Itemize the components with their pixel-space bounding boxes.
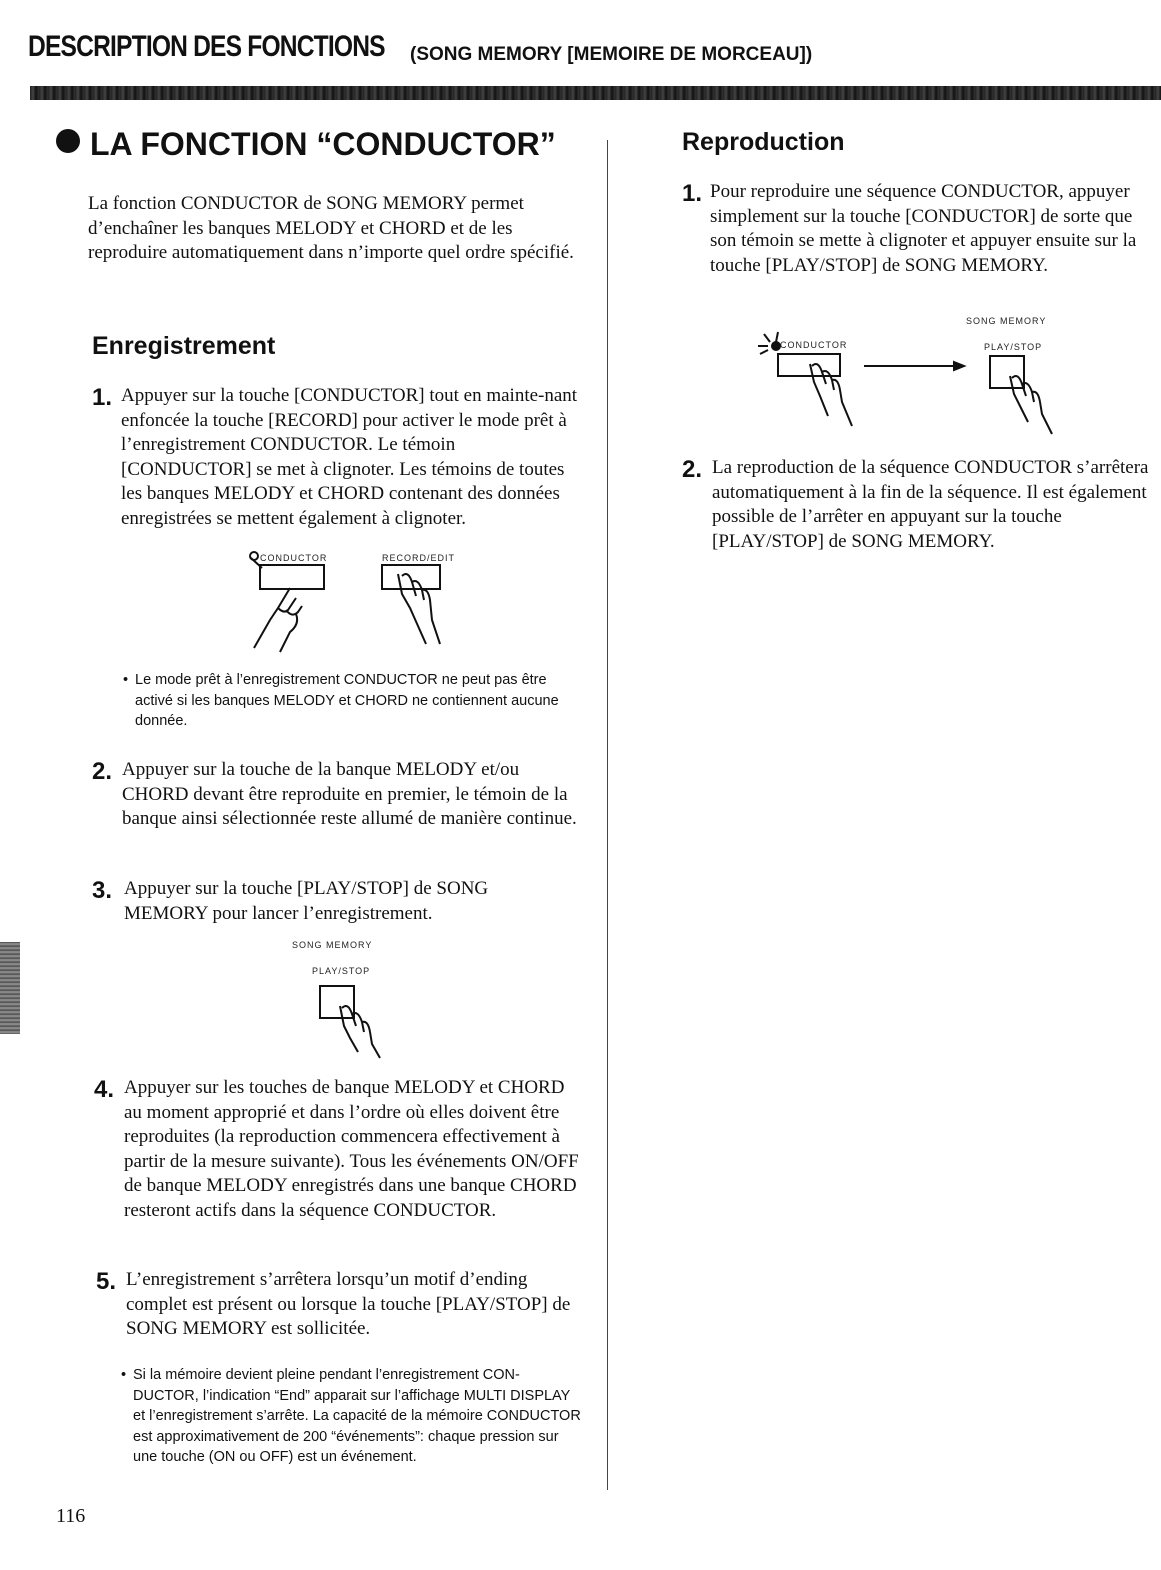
step-number: 2. — [682, 456, 703, 483]
note-2: • Si la mémoire devient pleine pendant l’enregistrement CON-DUCTOR, l’indication “End” apparait sur l’affichage MULTI DISPLAY et l’enregistrement s’arrête. La capacité de la mémoire CONDUCTOR est approximativement de 200 “événements”: chaque pression sur une touche (ON ou OFF) est un événement. — [121, 1367, 581, 1465]
conductor-key-icon — [778, 354, 840, 376]
note-1: • Le mode prêt à l’enregistrement CONDUCTOR ne peut pas être activé si les banques MELODY et CHORD ne contiennent aucune donnée. — [123, 672, 559, 729]
record-key-icon — [382, 565, 440, 589]
fig-label-song-memory: SONG MEMORY — [966, 316, 1047, 326]
fig-label-play-stop: PLAY/STOP — [984, 342, 1043, 352]
step-text: Appuyer sur les touches de banque MELODY et CHORD au moment approprié et dans l’ordre où elles doivent être reproduites (la reproduction commencera effectivement à partir de la mesure suivante). Tous les événements ON/OFF de banque MELODY enregistrés dans une banque CHORD resteront actifs dans la séquence CONDUCTOR. — [124, 1077, 579, 1221]
column-divider — [607, 140, 608, 1490]
fig-label-conductor: CONDUCTOR — [260, 553, 328, 563]
play-stop-key-icon — [990, 356, 1024, 388]
bullet-dot-icon — [56, 129, 80, 153]
page-header-title: DESCRIPTION DES FONCTIONS — [28, 30, 385, 63]
edge-tab-marker — [0, 942, 20, 1034]
step-text: La reproduction de la séquence CONDUCTOR s’arrêtera automatiquement à la fin de la séquence. Il est également possible de l’arrêter en appuyant sur la touche [PLAY/STOP] de SONG MEMORY. — [712, 457, 1149, 552]
conductor-play-illustration — [756, 330, 1066, 440]
conductor-record-illustration — [240, 548, 470, 658]
subheading-enregistrement: Enregistrement — [92, 332, 276, 360]
step-number: 3. — [92, 877, 113, 904]
page-number: 116 — [56, 1505, 86, 1527]
section-heading: LA FONCTION “CONDUCTOR” — [56, 126, 556, 163]
fig-label-play-stop: PLAY/STOP — [312, 966, 371, 976]
header-rule — [30, 86, 1161, 100]
intro-paragraph: La fonction CONDUCTOR de SONG MEMORY permet d’enchaîner les banques MELODY et CHORD et de les reproduire automatiquement dans n’importe quel ordre spécifié. — [88, 193, 574, 263]
fig-label-song-memory: SONG MEMORY — [292, 940, 373, 950]
step-number: 1. — [92, 384, 113, 411]
step-text: Pour reproduire une séquence CONDUCTOR, appuyer simplement sur la touche [CONDUCTOR] de sorte que son témoin se mette à clignoter et appuyer ensuite sur la touche [PLAY/STOP] de SONG MEMORY. — [710, 181, 1137, 276]
step-number: 4. — [94, 1076, 115, 1103]
step-text: Appuyer sur la touche [CONDUCTOR] tout en mainte-nant enfoncée la touche [RECORD] pour activer le mode prêt à l’enregistrement CONDUCTOR. Le témoin [CONDUCTOR] se met à clignoter. Les témoins de toutes les banques MELODY et CHORD contenant des données enregistrées se mettent également à clignoter. — [121, 385, 578, 529]
hand-icon — [254, 588, 290, 648]
step-number: 5. — [96, 1268, 117, 1295]
step-text: Appuyer sur la touche [PLAY/STOP] de SONG MEMORY pour lancer l’enregistrement. — [124, 878, 489, 924]
play-stop-illustration — [312, 982, 402, 1062]
step-text: Appuyer sur la touche de la banque MELODY et/ou CHORD devant être reproduite en premier, le témoin de la banque ainsi sélectionnée reste allumé de manière continue. — [122, 759, 577, 829]
conductor-key-icon — [260, 565, 324, 589]
page-header-subtitle: (SONG MEMORY [MEMOIRE DE MORCEAU]) — [410, 44, 813, 65]
subheading-reproduction: Reproduction — [682, 128, 845, 156]
step-number: 2. — [92, 758, 113, 785]
step-number: 1. — [682, 180, 703, 207]
fig-label-record-edit: RECORD/EDIT — [382, 553, 456, 563]
fig-label-conductor: CONDUCTOR — [780, 340, 848, 350]
play-stop-key-icon — [320, 986, 354, 1018]
step-text: L’enregistrement s’arrêtera lorsqu’un motif d’ending complet est présent ou lorsque la touche [PLAY/STOP] de SONG MEMORY est sollicitée. — [126, 1269, 571, 1339]
